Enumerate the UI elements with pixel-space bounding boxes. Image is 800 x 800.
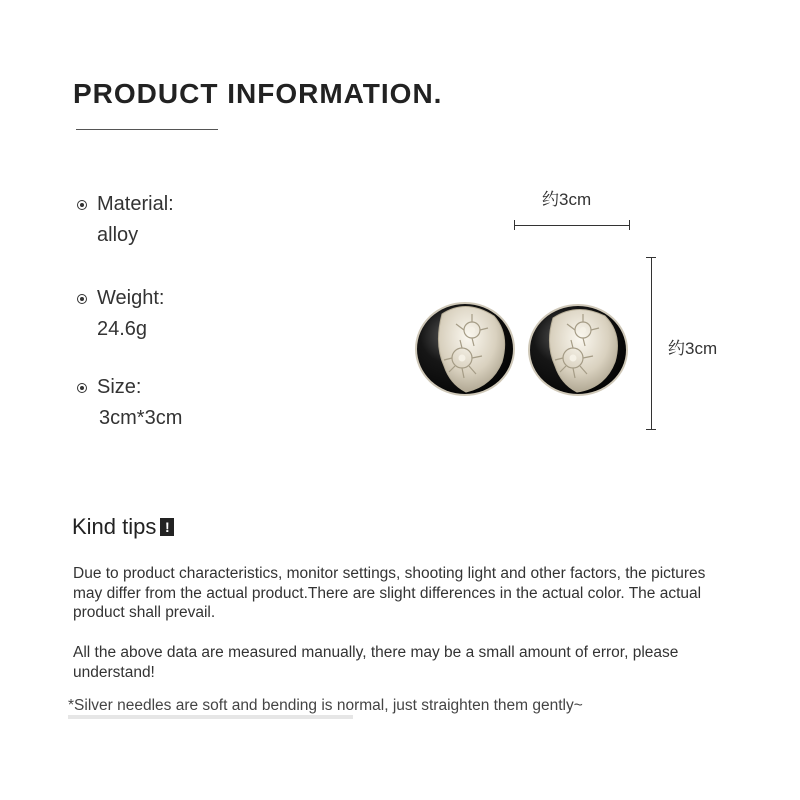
width-dimension-tick xyxy=(514,220,515,230)
kind-tips-paragraph-2: All the above data are measured manually, there may be a small amount of error, please understand! xyxy=(73,644,679,681)
height-dimension-line xyxy=(651,257,652,429)
spec-size xyxy=(77,376,182,430)
height-dimension-tick xyxy=(646,257,656,258)
kind-tips-title: Kind tips xyxy=(72,514,157,539)
width-dimension-line xyxy=(514,225,630,226)
spec-weight xyxy=(77,287,164,341)
title-underline xyxy=(76,129,218,130)
bullet-icon xyxy=(77,200,87,210)
page-title: PRODUCT INFORMATION. xyxy=(73,78,443,109)
spec-label: Material: xyxy=(97,193,174,215)
bullet-icon xyxy=(77,294,87,304)
width-dimension-tick xyxy=(629,220,630,230)
spec-value: alloy xyxy=(97,224,139,246)
bullet-icon xyxy=(77,383,87,393)
earring-image-left xyxy=(414,300,518,398)
kind-tips-paragraph-1: Due to product characteristics, monitor settings, shooting light and other factors, the pictures may differ from the actual product.There are slight differences in the actual color. The actual product shall prevail. xyxy=(73,565,706,621)
width-dimension-label: 约3cm xyxy=(542,190,592,209)
note-highlight xyxy=(68,715,353,719)
spec-label: Weight: xyxy=(97,287,165,309)
spec-label: Size: xyxy=(97,376,142,398)
spec-value: 3cm*3cm xyxy=(99,407,183,429)
kind-tips-heading xyxy=(72,514,174,540)
earring-image-right xyxy=(527,302,631,400)
height-dimension-tick xyxy=(646,429,656,430)
exclamation-icon: ! xyxy=(160,518,174,536)
silver-needle-note: *Silver needles are soft and bending is normal, just straighten them gently~ xyxy=(68,697,583,714)
spec-value: 24.6g xyxy=(97,318,148,340)
height-dimension-label: 约3cm xyxy=(668,339,718,358)
spec-material xyxy=(77,193,174,247)
